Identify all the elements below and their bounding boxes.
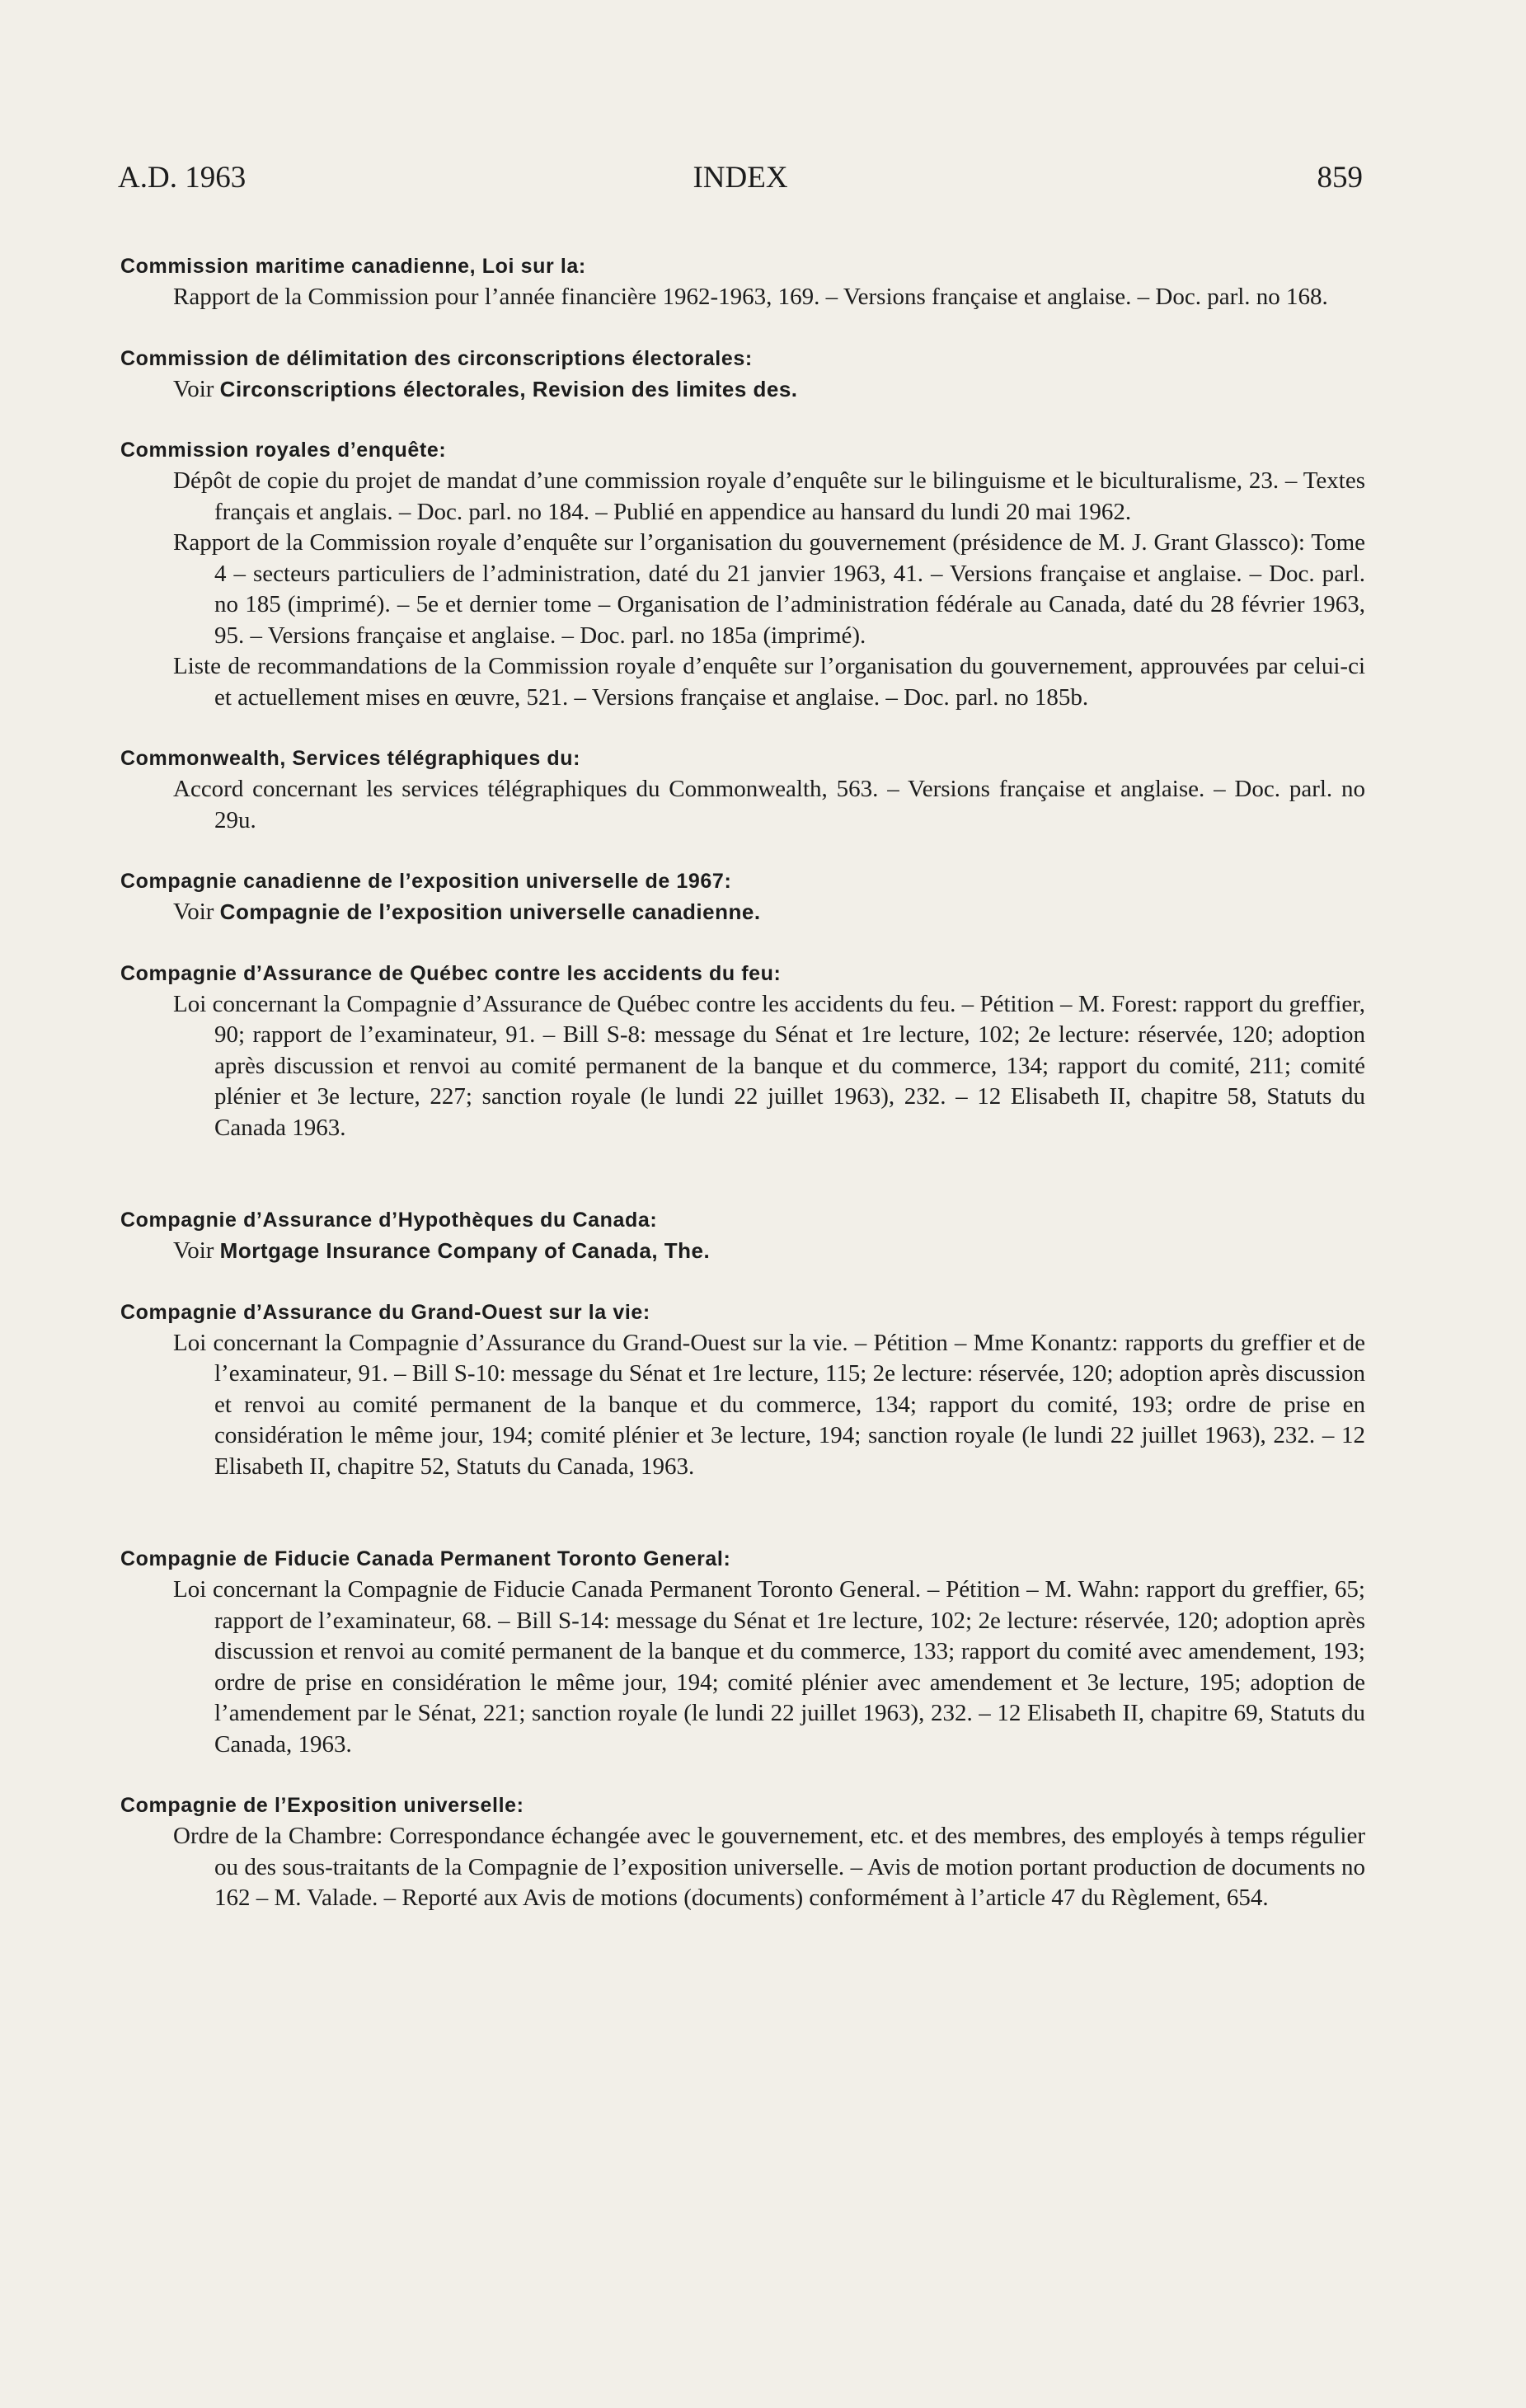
see-label: Voir [173, 1237, 214, 1264]
entry-heading: Commission de délimitation des circonscriptions électorales: [120, 346, 753, 370]
index-entry [120, 344, 1365, 406]
entry-item: Accord concernant les services télégraphiques du Commonwealth, 563. – Versions française et anglaise. – Doc. parl. no 29u. [173, 776, 1365, 833]
entry-item: Loi concernant la Compagnie d’Assurance du Grand-Ouest sur la vie. – Pétition – Mme Konantz: rapports du greffier et de l’examinateur, 91. – Bill S-10: message du Sénat et 1re lecture, 115; 2e lecture: réservée, 120; adoption après discussion et renvoi au comité permanent de la banque et du commerce, 134; rapport du comité, 193; ordre de prise en considération le même jour, 194; comité plénier et 3e lecture, 194; sanction royale (le lundi 22 juillet 1963), 232. – 12 Elisabeth II, chapitre 52, Statuts du Canada, 1963. [173, 1329, 1365, 1480]
index-entry [120, 744, 1365, 836]
entry-item: Loi concernant la Compagnie d’Assurance de Québec contre les accidents du feu. – Pétition – M. Forest: rapport du greffier, 90; rapport de l’examinateur, 91. – Bill S-8: message du Sénat et 1re lecture, 102; 2e lecture: réservée, 120; adoption après discussion et renvoi au comité permanent de la banque et du commerce, 134; rapport du comité, 211; comité plénier et 3e lecture, 227; sanction royale (le lundi 22 juillet 1963), 232. – 12 Elisabeth II, chapitre 58, Statuts du Canada 1963. [173, 990, 1365, 1141]
entry-heading: Compagnie canadienne de l’exposition universelle de 1967: [120, 870, 732, 893]
entry-see-reference [173, 897, 1365, 928]
entry-heading: Compagnie de l’Exposition universelle: [120, 1794, 524, 1817]
see-target: Mortgage Insurance Company of Canada, The. [219, 1238, 711, 1263]
entry-heading: Compagnie d’Assurance d’Hypothèques du Canada: [120, 1209, 658, 1232]
index-entry [120, 866, 1365, 928]
entry-heading: Commission royales d’enquête: [120, 439, 447, 462]
index-entry [120, 251, 1365, 313]
entry-item: Dépôt de copie du projet de mandat d’une commission royale d’enquête sur le bilinguisme et le biculturalisme, 23. – Textes français et anglais. – Doc. parl. no 184. – Publié en appendice au hansard du lundi 20 mai 1962. [173, 467, 1365, 525]
entry-item: Rapport de la Commission royale d’enquête sur l’organisation du gouvernement (présidence de M. J. Grant Glassco): Tome 4 – secteurs particuliers de l’administration, daté du 21 janvier 1963, 41. – Versions française et anglaise. – Doc. parl. no 185 (imprimé). – 5e et dernier tome – Organisation de l’administration fédérale au Canada, daté du 28 février 1963, 95. – Versions française et anglaise. – Doc. parl. no 185a (imprimé). [173, 529, 1365, 649]
running-head [118, 158, 1363, 198]
entry-heading: Commission maritime canadienne, Loi sur la: [120, 255, 586, 278]
see-label: Voir [173, 375, 214, 402]
entry-see-reference [173, 374, 1365, 406]
index-entry [120, 1791, 1365, 1914]
entry-heading: Commonwealth, Services télégraphiques du: [120, 747, 581, 770]
entry-item: Rapport de la Commission pour l’année financière 1962-1963, 169. – Versions française et anglaise. – Doc. parl. no 168. [173, 284, 1328, 310]
entry-heading: Compagnie d’Assurance du Grand-Ouest sur la vie: [120, 1300, 650, 1324]
entry-heading: Compagnie d’Assurance de Québec contre les accidents du feu: [120, 961, 782, 985]
index-entry [120, 1298, 1365, 1483]
entry-item: Loi concernant la Compagnie de Fiducie Canada Permanent Toronto General. – Pétition – M. Wahn: rapport du greffier, 65; rapport de l’examinateur, 68. – Bill S-14: message du Sénat et 1re lecture, 102; 2e lecture: réservée, 120; adoption après discussion et renvoi au comité permanent de la banque et du commerce, 133; rapport du comité avec amendement, 193; ordre de prise en considération le même jour, 194; comité plénier avec amendement et 3e lecture, 195; adoption de l’amendement par le Sénat, 221; sanction royale (le lundi 22 juillet 1963), 232. – 12 Elisabeth II, chapitre 69, Statuts du Canada, 1963. [173, 1576, 1365, 1758]
see-target: Compagnie de l’exposition universelle canadienne. [219, 899, 761, 924]
see-target: Circonscriptions électorales, Revision des limites des. [219, 376, 798, 401]
entry-item: Liste de recommandations de la Commission royale d’enquête sur l’organisation du gouvernement, approuvées par celui-ci et actuellement mises en œuvre, 521. – Versions française et anglaise. – Doc. parl. no 185b. [173, 653, 1365, 711]
index-entry [120, 1544, 1365, 1760]
index-entry [120, 959, 1365, 1144]
page-number: 859 [1317, 161, 1363, 195]
see-label: Voir [173, 899, 214, 925]
index-entry [120, 435, 1365, 713]
entry-heading: Compagnie de Fiducie Canada Permanent Toronto General: [120, 1547, 731, 1570]
running-head-title: INDEX [693, 161, 788, 195]
running-head-year: A.D. 1963 [118, 161, 247, 195]
entry-see-reference [173, 1236, 1365, 1267]
index-entry [120, 1205, 1365, 1267]
index-entries [120, 251, 1365, 1914]
entry-item: Ordre de la Chambre: Correspondance échangée avec le gouvernement, etc. et des membres, des employés à temps régulier ou des sous-traitants de la Compagnie de l’exposition universelle. – Avis de motion portant production de documents no 162 – M. Valade. – Reporté aux Avis de motions (documents) conformément à l’article 47 du Règlement, 654. [173, 1823, 1365, 1911]
